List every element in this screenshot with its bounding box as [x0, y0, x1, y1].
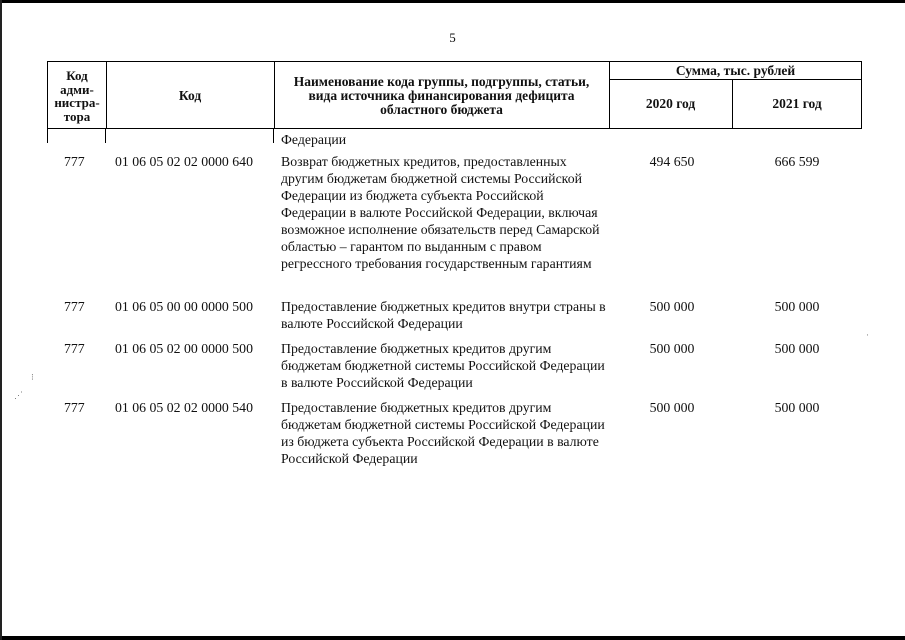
continuation-text: Федерации: [281, 132, 347, 147]
table-header: [47, 61, 862, 129]
admin-code-cell: 777: [64, 154, 85, 169]
admin-code-cell: 777: [64, 400, 85, 415]
header-sum: Сумма, тыс. рублей: [675, 62, 796, 78]
name-cell: Предоставление бюджетных кредитов внутри страны в валюте Российской Федерации: [281, 299, 606, 331]
code-cell: 01 06 05 02 02 0000 540: [115, 400, 253, 415]
code-cell: 01 06 05 02 02 0000 640: [115, 154, 253, 169]
code-cell: 01 06 05 02 00 0000 500: [115, 341, 253, 356]
scan-border-left: [0, 0, 2, 640]
financing-sources-table: [47, 61, 862, 466]
header-code: Код: [178, 88, 202, 103]
amount-2020-cell: 500 000: [649, 299, 695, 314]
scan-speck: ·: [866, 330, 869, 340]
admin-code-cell: 777: [64, 341, 85, 356]
amount-2021-cell: 500 000: [774, 400, 820, 415]
name-cell: Предоставление бюджетных кредитов другим бюджетам бюджетной системы Российской Федерации из бюджета субъекта Российской Федерации в валюте Российской Федерации: [281, 400, 605, 466]
admin-code-cell: 777: [64, 299, 85, 314]
amount-2020-cell: 494 650: [649, 154, 695, 169]
scan-border-top: [0, 0, 905, 3]
header-year-2021: 2021 год: [772, 96, 822, 111]
scan-speck: ⋰: [14, 390, 23, 400]
scan-speck: ⁝: [31, 372, 34, 382]
name-cell: Предоставление бюджетных кредитов другим бюджетам бюджетной системы Российской Федерации в валюте Российской Федерации: [281, 341, 605, 390]
header-name: Наименование кода группы, подгруппы, статьи, вида источника финансирования дефицита областного бюджета: [293, 74, 590, 117]
page-number: 5: [449, 30, 456, 45]
code-cell: 01 06 05 00 00 0000 500: [115, 299, 253, 314]
amount-2020-cell: 500 000: [649, 341, 695, 356]
name-cell: Возврат бюджетных кредитов, предоставленных другим бюджетам бюджетной системы Российской Федерации из бюджета субъекта Российской Федерации в валюте Российской Федерации, включая возможное исполнение обязательств перед Самарской областью – гарантом по выданным с правом регрессного требования государственным гарантиям: [281, 154, 600, 271]
header-year-2020: 2020 год: [645, 96, 696, 111]
amount-2021-cell: 666 599: [774, 154, 820, 169]
amount-2020-cell: 500 000: [649, 400, 695, 415]
scan-border-bottom: [0, 636, 905, 640]
amount-2021-cell: 500 000: [774, 341, 820, 356]
header-admin-code: Код адми-нистра-тора: [54, 68, 100, 124]
amount-2021-cell: 500 000: [774, 299, 820, 314]
